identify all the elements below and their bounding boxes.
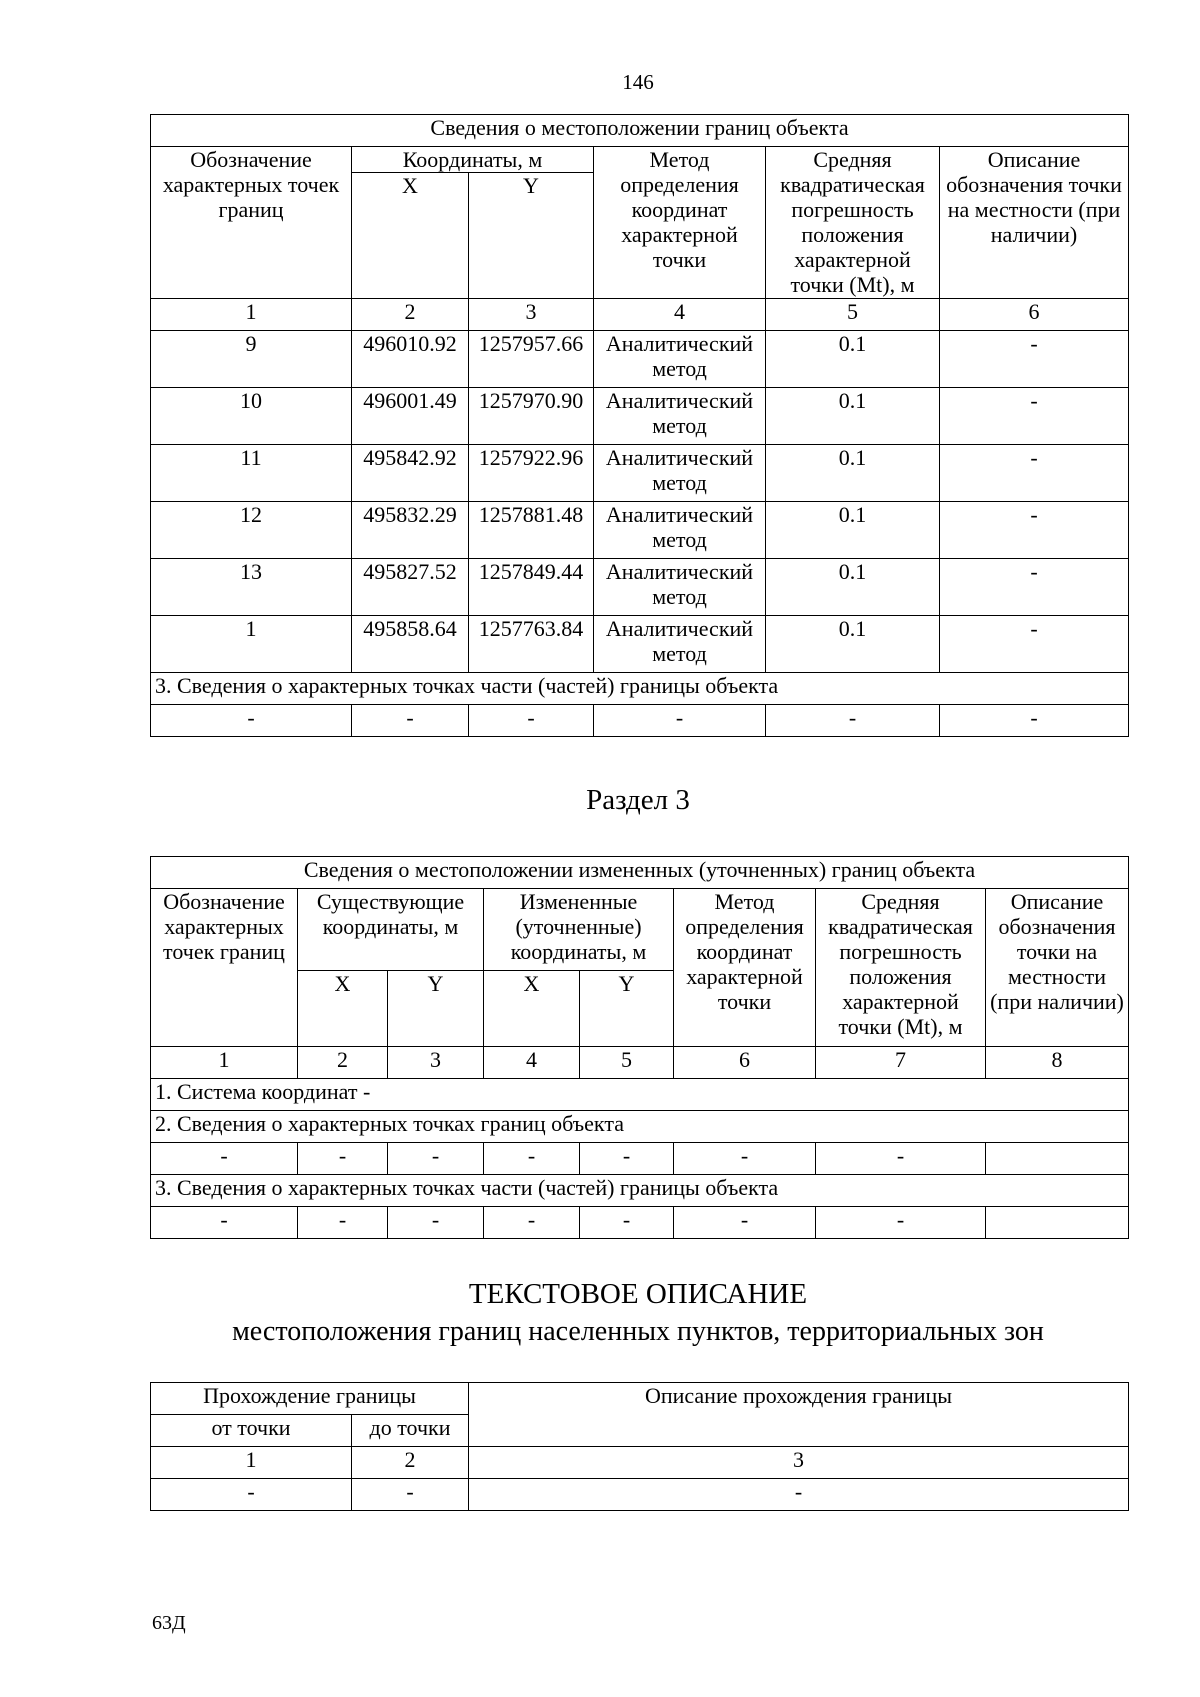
cell-empty: -	[594, 705, 766, 737]
section-title: Раздел 3	[586, 784, 690, 816]
header-from-point: от точки	[151, 1415, 352, 1447]
header-coordinates: Координаты, м	[352, 147, 594, 173]
header-passage-description: Описание прохождения границы	[469, 1383, 1129, 1447]
col-number: 5	[580, 1047, 674, 1079]
text-description-subtitle: местоположения границ населенных пунктов, территориальных зон	[232, 1316, 1044, 1347]
col-number: 3	[388, 1047, 484, 1079]
cell-description: -	[940, 331, 1129, 388]
cell-empty: -	[940, 705, 1129, 737]
cell-empty: -	[816, 1143, 986, 1175]
header-y: Y	[469, 173, 594, 299]
cell-error: 0.1	[766, 331, 940, 388]
page-number: 146	[622, 70, 654, 94]
section-label: 2. Сведения о характерных точках границ объекта	[151, 1111, 1129, 1143]
header-y: Y	[580, 971, 674, 1047]
table-row	[151, 1143, 1129, 1175]
cell-description: -	[940, 559, 1129, 616]
cell-error: 0.1	[766, 616, 940, 673]
changed-boundaries-table	[150, 856, 1129, 1239]
table-row	[151, 445, 1129, 502]
table-row	[151, 559, 1129, 616]
cell-x: 495832.29	[352, 502, 469, 559]
cell-method: Аналитический метод	[594, 502, 766, 559]
header-x: X	[352, 173, 469, 299]
cell-empty: -	[151, 705, 352, 737]
text-description-title: ТЕКСТОВОЕ ОПИСАНИЕ	[468, 1278, 808, 1310]
cell-method: Аналитический метод	[594, 559, 766, 616]
table-row	[151, 616, 1129, 673]
cell-y: 1257922.96	[469, 445, 594, 502]
header-error: Средняя квадратическая погрешность положения характерной точки (Mt), м	[766, 147, 940, 299]
cell-y: 1257763.84	[469, 616, 594, 673]
cell-empty: -	[766, 705, 940, 737]
header-method: Метод определения координат характерной точки	[594, 147, 766, 299]
header-to-point: до точки	[352, 1415, 469, 1447]
section-label: 3. Сведения о характерных точках части (частей) границы объекта	[151, 1175, 1129, 1207]
table-row	[151, 1479, 1129, 1511]
cell-empty: -	[674, 1207, 816, 1239]
footer-code: 63Д	[152, 1612, 186, 1634]
cell-empty	[986, 1207, 1129, 1239]
cell-error: 0.1	[766, 445, 940, 502]
cell-point: 1	[151, 616, 352, 673]
cell-empty: -	[469, 1479, 1129, 1511]
cell-y: 1257957.66	[469, 331, 594, 388]
cell-point: 13	[151, 559, 352, 616]
cell-method: Аналитический метод	[594, 331, 766, 388]
table-title: Сведения о местоположении границ объекта	[151, 115, 1129, 147]
cell-description: -	[940, 445, 1129, 502]
cell-error: 0.1	[766, 388, 940, 445]
cell-empty: -	[580, 1143, 674, 1175]
col-number: 1	[151, 299, 352, 331]
col-number: 2	[352, 299, 469, 331]
col-number: 4	[484, 1047, 580, 1079]
table-title: Сведения о местоположении измененных (уточненных) границ объекта	[151, 857, 1129, 889]
cell-empty: -	[484, 1207, 580, 1239]
col-number: 3	[469, 1447, 1129, 1479]
cell-error: 0.1	[766, 559, 940, 616]
cell-empty: -	[484, 1143, 580, 1175]
col-number: 4	[594, 299, 766, 331]
cell-empty	[986, 1143, 1129, 1175]
cell-x: 496001.49	[352, 388, 469, 445]
col-number: 2	[298, 1047, 388, 1079]
cell-empty: -	[352, 1479, 469, 1511]
table-row	[151, 705, 1129, 737]
col-number: 1	[151, 1447, 352, 1479]
cell-empty: -	[298, 1143, 388, 1175]
col-number: 6	[674, 1047, 816, 1079]
col-number: 6	[940, 299, 1129, 331]
cell-x: 495842.92	[352, 445, 469, 502]
section-label: 1. Система координат -	[151, 1079, 1129, 1111]
header-x: X	[298, 971, 388, 1047]
col-number: 5	[766, 299, 940, 331]
header-existing-coordinates: Существующие координаты, м	[298, 889, 484, 971]
col-number: 7	[816, 1047, 986, 1079]
cell-empty: -	[580, 1207, 674, 1239]
cell-description: -	[940, 388, 1129, 445]
header-passage: Прохождение границы	[151, 1383, 469, 1415]
cell-y: 1257881.48	[469, 502, 594, 559]
header-description: Описание обозначения точки на местности (при наличии)	[940, 147, 1129, 299]
section-label: 3. Сведения о характерных точках части (частей) границы объекта	[151, 673, 1129, 705]
cell-y: 1257970.90	[469, 388, 594, 445]
cell-method: Аналитический метод	[594, 388, 766, 445]
cell-empty: -	[388, 1143, 484, 1175]
cell-point: 11	[151, 445, 352, 502]
cell-empty: -	[469, 705, 594, 737]
boundary-passage-table	[150, 1382, 1129, 1511]
col-number: 2	[352, 1447, 469, 1479]
header-description: Описание обозначения точки на местности (при наличии)	[986, 889, 1129, 1047]
cell-y: 1257849.44	[469, 559, 594, 616]
cell-x: 495858.64	[352, 616, 469, 673]
cell-error: 0.1	[766, 502, 940, 559]
cell-empty: -	[151, 1479, 352, 1511]
col-number: 3	[469, 299, 594, 331]
cell-point: 12	[151, 502, 352, 559]
cell-empty: -	[816, 1207, 986, 1239]
table-row	[151, 388, 1129, 445]
cell-x: 495827.52	[352, 559, 469, 616]
header-y: Y	[388, 971, 484, 1047]
table-row	[151, 1207, 1129, 1239]
cell-description: -	[940, 502, 1129, 559]
cell-empty: -	[298, 1207, 388, 1239]
table-row	[151, 331, 1129, 388]
header-method: Метод определения координат характерной точки	[674, 889, 816, 1047]
cell-description: -	[940, 616, 1129, 673]
cell-empty: -	[674, 1143, 816, 1175]
cell-method: Аналитический метод	[594, 616, 766, 673]
cell-x: 496010.92	[352, 331, 469, 388]
cell-method: Аналитический метод	[594, 445, 766, 502]
header-error: Средняя квадратическая погрешность положения характерной точки (Mt), м	[816, 889, 986, 1047]
cell-empty: -	[352, 705, 469, 737]
cell-empty: -	[151, 1143, 298, 1175]
col-number: 8	[986, 1047, 1129, 1079]
cell-empty: -	[151, 1207, 298, 1239]
header-x: X	[484, 971, 580, 1047]
cell-point: 10	[151, 388, 352, 445]
col-number: 1	[151, 1047, 298, 1079]
cell-empty: -	[388, 1207, 484, 1239]
cell-point: 9	[151, 331, 352, 388]
boundary-location-table	[150, 114, 1129, 737]
table-row	[151, 502, 1129, 559]
header-designation: Обозначение характерных точек границ	[151, 147, 352, 299]
header-changed-coordinates: Измененные (уточненные) координаты, м	[484, 889, 674, 971]
header-designation: Обозначение характерных точек границ	[151, 889, 298, 1047]
